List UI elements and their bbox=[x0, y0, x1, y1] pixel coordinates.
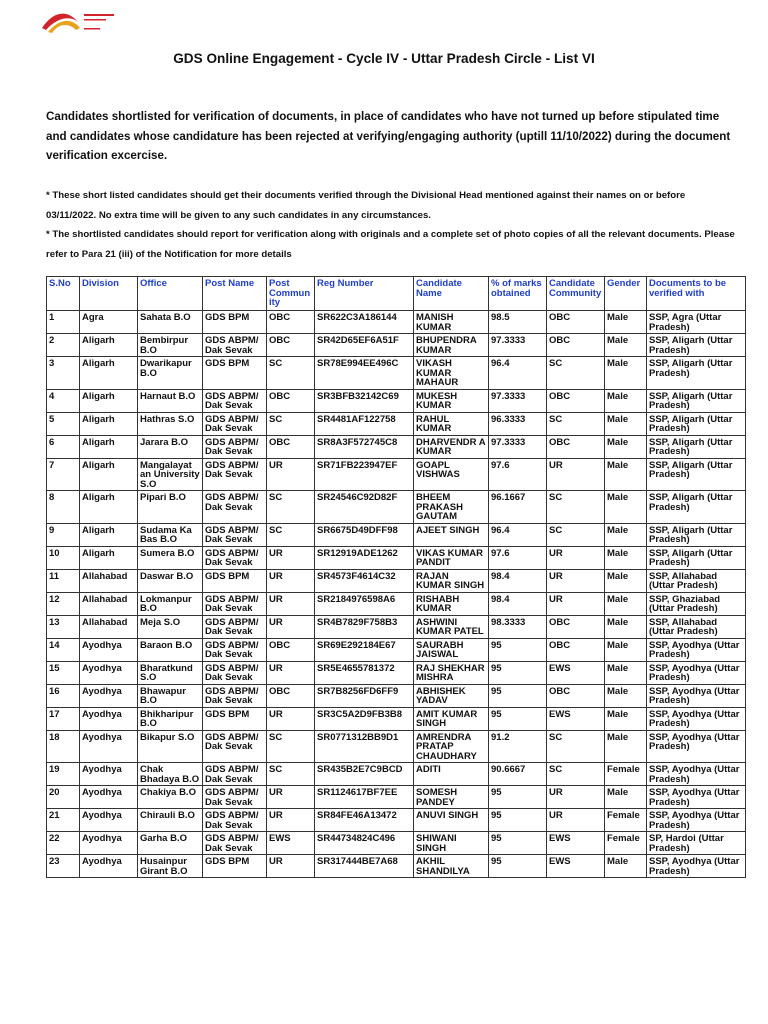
cell-reg-number: SR622C3A186144 bbox=[315, 311, 414, 334]
cell-post-name: GDS ABPM/ Dak Sevak bbox=[203, 491, 267, 524]
cell-office: Bharatkund S.O bbox=[138, 661, 203, 684]
cell-marks: 95 bbox=[489, 684, 547, 707]
cell-post-name: GDS BPM bbox=[203, 707, 267, 730]
header-candidate-community: Candidate Community bbox=[547, 277, 605, 311]
cell-documents: SSP, Agra (Uttar Pradesh) bbox=[647, 311, 746, 334]
table-row bbox=[47, 491, 746, 524]
cell-sno: 12 bbox=[47, 592, 80, 615]
cell-post-name: GDS ABPM/ Dak Sevak bbox=[203, 389, 267, 412]
cell-sno: 8 bbox=[47, 491, 80, 524]
cell-gender: Female bbox=[605, 809, 647, 832]
cell-marks: 95 bbox=[489, 855, 547, 878]
cell-sno: 1 bbox=[47, 311, 80, 334]
cell-gender: Male bbox=[605, 546, 647, 569]
cell-candidate-name: VIKAS KUMAR PANDIT bbox=[414, 546, 489, 569]
cell-sno: 10 bbox=[47, 546, 80, 569]
cell-post-name: GDS ABPM/ Dak Sevak bbox=[203, 458, 267, 491]
cell-marks: 91.2 bbox=[489, 730, 547, 763]
header-post-community: Post Community bbox=[267, 277, 315, 311]
cell-marks: 96.4 bbox=[489, 357, 547, 390]
cell-post-name: GDS BPM bbox=[203, 569, 267, 592]
cell-candidate-community: UR bbox=[547, 592, 605, 615]
cell-marks: 95 bbox=[489, 786, 547, 809]
cell-division: Ayodhya bbox=[80, 638, 138, 661]
cell-reg-number: SR24546C92D82F bbox=[315, 491, 414, 524]
cell-gender: Male bbox=[605, 435, 647, 458]
cell-candidate-community: OBC bbox=[547, 615, 605, 638]
cell-candidate-community: EWS bbox=[547, 661, 605, 684]
cell-post-name: GDS ABPM/ Dak Sevak bbox=[203, 832, 267, 855]
cell-reg-number: SR84FE46A13472 bbox=[315, 809, 414, 832]
cell-sno: 14 bbox=[47, 638, 80, 661]
cell-candidate-name: RAJAN KUMAR SINGH bbox=[414, 569, 489, 592]
cell-candidate-community: SC bbox=[547, 357, 605, 390]
table-row bbox=[47, 334, 746, 357]
cell-sno: 5 bbox=[47, 412, 80, 435]
cell-office: Sumera B.O bbox=[138, 546, 203, 569]
cell-reg-number: SR12919ADE1262 bbox=[315, 546, 414, 569]
cell-reg-number: SR7B8256FD6FF9 bbox=[315, 684, 414, 707]
cell-documents: SSP, Ghaziabad (Uttar Pradesh) bbox=[647, 592, 746, 615]
cell-candidate-community: OBC bbox=[547, 389, 605, 412]
table-row bbox=[47, 786, 746, 809]
cell-post-name: GDS ABPM/ Dak Sevak bbox=[203, 435, 267, 458]
cell-post-name: GDS BPM bbox=[203, 357, 267, 390]
cell-documents: SSP, Ayodhya (Uttar Pradesh) bbox=[647, 809, 746, 832]
cell-reg-number: SR44734824C496 bbox=[315, 832, 414, 855]
cell-post-community: OBC bbox=[267, 311, 315, 334]
table-row bbox=[47, 546, 746, 569]
cell-post-name: GDS ABPM/ Dak Sevak bbox=[203, 809, 267, 832]
cell-reg-number: SR6675D49DFF98 bbox=[315, 523, 414, 546]
cell-post-community: OBC bbox=[267, 435, 315, 458]
cell-candidate-name: AJEET SINGH bbox=[414, 523, 489, 546]
cell-office: Dwarikapur B.O bbox=[138, 357, 203, 390]
cell-sno: 15 bbox=[47, 661, 80, 684]
cell-documents: SSP, Allahabad (Uttar Pradesh) bbox=[647, 615, 746, 638]
table-row bbox=[47, 855, 746, 878]
cell-marks: 98.3333 bbox=[489, 615, 547, 638]
cell-office: Meja S.O bbox=[138, 615, 203, 638]
cell-reg-number: SR1124617BF7EE bbox=[315, 786, 414, 809]
cell-gender: Male bbox=[605, 786, 647, 809]
cell-post-community: SC bbox=[267, 357, 315, 390]
cell-candidate-name: AMIT KUMAR SINGH bbox=[414, 707, 489, 730]
cell-candidate-community: OBC bbox=[547, 684, 605, 707]
cell-gender: Male bbox=[605, 730, 647, 763]
table-row bbox=[47, 661, 746, 684]
cell-sno: 19 bbox=[47, 763, 80, 786]
cell-gender: Male bbox=[605, 334, 647, 357]
cell-candidate-community: UR bbox=[547, 786, 605, 809]
cell-post-name: GDS ABPM/ Dak Sevak bbox=[203, 546, 267, 569]
table-row bbox=[47, 707, 746, 730]
cell-reg-number: SR71FB223947EF bbox=[315, 458, 414, 491]
cell-division: Ayodhya bbox=[80, 832, 138, 855]
cell-marks: 98.5 bbox=[489, 311, 547, 334]
cell-documents: SSP, Aligarh (Uttar Pradesh) bbox=[647, 435, 746, 458]
table-row bbox=[47, 357, 746, 390]
note-documents: * The shortlisted candidates should report for verification along with originals and a complete set of photo copies of all the relevant documents. Please refer to Para 21 (iii) of the Notification for more details bbox=[46, 229, 735, 260]
table-row bbox=[47, 832, 746, 855]
cell-candidate-community: SC bbox=[547, 763, 605, 786]
cell-candidate-community: OBC bbox=[547, 435, 605, 458]
cell-reg-number: SR3BFB32142C69 bbox=[315, 389, 414, 412]
cell-office: Jarara B.O bbox=[138, 435, 203, 458]
cell-documents: SSP, Ayodhya (Uttar Pradesh) bbox=[647, 684, 746, 707]
cell-post-community: SC bbox=[267, 523, 315, 546]
cell-sno: 16 bbox=[47, 684, 80, 707]
cell-office: Lokmanpur B.O bbox=[138, 592, 203, 615]
cell-post-name: GDS BPM bbox=[203, 311, 267, 334]
cell-office: Bhikharipur B.O bbox=[138, 707, 203, 730]
cell-office: Baraon B.O bbox=[138, 638, 203, 661]
cell-post-name: GDS ABPM/ Dak Sevak bbox=[203, 523, 267, 546]
cell-gender: Male bbox=[605, 569, 647, 592]
cell-candidate-name: AKHIL SHANDILYA bbox=[414, 855, 489, 878]
cell-gender: Male bbox=[605, 389, 647, 412]
cell-candidate-name: ABHISHEK YADAV bbox=[414, 684, 489, 707]
table-row bbox=[47, 458, 746, 491]
cell-division: Allahabad bbox=[80, 615, 138, 638]
cell-candidate-name: RISHABH KUMAR bbox=[414, 592, 489, 615]
cell-reg-number: SR5E4655781372 bbox=[315, 661, 414, 684]
cell-office: Bembirpur B.O bbox=[138, 334, 203, 357]
cell-candidate-name: SAURABH JAISWAL bbox=[414, 638, 489, 661]
cell-office: Mangalayat an University S.O bbox=[138, 458, 203, 491]
cell-documents: SSP, Allahabad (Uttar Pradesh) bbox=[647, 569, 746, 592]
cell-sno: 17 bbox=[47, 707, 80, 730]
cell-documents: SP, Hardoi (Uttar Pradesh) bbox=[647, 832, 746, 855]
cell-candidate-community: UR bbox=[547, 569, 605, 592]
cell-gender: Male bbox=[605, 707, 647, 730]
cell-candidate-name: SOMESH PANDEY bbox=[414, 786, 489, 809]
cell-candidate-community: EWS bbox=[547, 832, 605, 855]
cell-gender: Female bbox=[605, 832, 647, 855]
cell-documents: SSP, Ayodhya (Uttar Pradesh) bbox=[647, 638, 746, 661]
table-row bbox=[47, 569, 746, 592]
cell-documents: SSP, Ayodhya (Uttar Pradesh) bbox=[647, 661, 746, 684]
cell-candidate-name: SHIWANI SINGH bbox=[414, 832, 489, 855]
cell-marks: 97.3333 bbox=[489, 389, 547, 412]
cell-office: Chakiya B.O bbox=[138, 786, 203, 809]
cell-division: Ayodhya bbox=[80, 661, 138, 684]
cell-reg-number: SR0771312BB9D1 bbox=[315, 730, 414, 763]
cell-division: Ayodhya bbox=[80, 809, 138, 832]
cell-gender: Male bbox=[605, 661, 647, 684]
cell-office: Bhawapur B.O bbox=[138, 684, 203, 707]
cell-marks: 98.4 bbox=[489, 569, 547, 592]
cell-gender: Male bbox=[605, 615, 647, 638]
cell-gender: Male bbox=[605, 357, 647, 390]
cell-marks: 95 bbox=[489, 661, 547, 684]
cell-division: Aligarh bbox=[80, 523, 138, 546]
cell-office: Harnaut B.O bbox=[138, 389, 203, 412]
cell-office: Sahata B.O bbox=[138, 311, 203, 334]
cell-post-name: GDS BPM bbox=[203, 855, 267, 878]
cell-post-community: SC bbox=[267, 491, 315, 524]
cell-gender: Female bbox=[605, 763, 647, 786]
cell-post-name: GDS ABPM/ Dak Sevak bbox=[203, 412, 267, 435]
table-row bbox=[47, 435, 746, 458]
cell-documents: SSP, Ayodhya (Uttar Pradesh) bbox=[647, 730, 746, 763]
cell-sno: 23 bbox=[47, 855, 80, 878]
cell-documents: SSP, Aligarh (Uttar Pradesh) bbox=[647, 491, 746, 524]
cell-documents: SSP, Ayodhya (Uttar Pradesh) bbox=[647, 763, 746, 786]
cell-sno: 9 bbox=[47, 523, 80, 546]
table-header-row bbox=[47, 277, 746, 311]
cell-reg-number: SR435B2E7C9BCD bbox=[315, 763, 414, 786]
cell-office: Daswar B.O bbox=[138, 569, 203, 592]
cell-post-name: GDS ABPM/ Dak Sevak bbox=[203, 661, 267, 684]
cell-marks: 97.3333 bbox=[489, 435, 547, 458]
cell-post-community: EWS bbox=[267, 832, 315, 855]
cell-gender: Male bbox=[605, 592, 647, 615]
header-marks: % of marks obtained bbox=[489, 277, 547, 311]
cell-office: Sudama Ka Bas B.O bbox=[138, 523, 203, 546]
cell-marks: 97.3333 bbox=[489, 334, 547, 357]
cell-sno: 18 bbox=[47, 730, 80, 763]
cell-candidate-community: SC bbox=[547, 523, 605, 546]
cell-division: Aligarh bbox=[80, 546, 138, 569]
cell-documents: SSP, Aligarh (Uttar Pradesh) bbox=[647, 546, 746, 569]
cell-marks: 95 bbox=[489, 638, 547, 661]
cell-division: Aligarh bbox=[80, 389, 138, 412]
cell-gender: Male bbox=[605, 855, 647, 878]
cell-reg-number: SR3C5A2D9FB3B8 bbox=[315, 707, 414, 730]
cell-reg-number: SR4B7829F758B3 bbox=[315, 615, 414, 638]
cell-reg-number: SR2184976598A6 bbox=[315, 592, 414, 615]
cell-gender: Male bbox=[605, 458, 647, 491]
cell-sno: 11 bbox=[47, 569, 80, 592]
cell-post-community: UR bbox=[267, 786, 315, 809]
cell-gender: Male bbox=[605, 638, 647, 661]
cell-candidate-name: MANISH KUMAR bbox=[414, 311, 489, 334]
cell-post-community: UR bbox=[267, 661, 315, 684]
cell-candidate-name: MUKESH KUMAR bbox=[414, 389, 489, 412]
cell-reg-number: SR8A3F572745C8 bbox=[315, 435, 414, 458]
cell-post-name: GDS ABPM/ Dak Sevak bbox=[203, 763, 267, 786]
cell-post-name: GDS ABPM/ Dak Sevak bbox=[203, 684, 267, 707]
cell-sno: 13 bbox=[47, 615, 80, 638]
candidate-table bbox=[46, 276, 746, 878]
cell-post-name: GDS ABPM/ Dak Sevak bbox=[203, 786, 267, 809]
cell-post-community: UR bbox=[267, 707, 315, 730]
cell-candidate-name: RAHUL KUMAR bbox=[414, 412, 489, 435]
cell-division: Aligarh bbox=[80, 357, 138, 390]
table-row bbox=[47, 615, 746, 638]
cell-marks: 98.4 bbox=[489, 592, 547, 615]
cell-candidate-community: UR bbox=[547, 546, 605, 569]
cell-post-community: UR bbox=[267, 546, 315, 569]
cell-office: Garha B.O bbox=[138, 832, 203, 855]
cell-documents: SSP, Aligarh (Uttar Pradesh) bbox=[647, 523, 746, 546]
cell-marks: 96.4 bbox=[489, 523, 547, 546]
header-post-name: Post Name bbox=[203, 277, 267, 311]
cell-post-community: UR bbox=[267, 855, 315, 878]
cell-candidate-community: UR bbox=[547, 809, 605, 832]
cell-gender: Male bbox=[605, 684, 647, 707]
table-row bbox=[47, 763, 746, 786]
cell-office: Chirauli B.O bbox=[138, 809, 203, 832]
cell-office: Pipari B.O bbox=[138, 491, 203, 524]
table-row bbox=[47, 523, 746, 546]
cell-reg-number: SR4573F4614C32 bbox=[315, 569, 414, 592]
cell-documents: SSP, Aligarh (Uttar Pradesh) bbox=[647, 357, 746, 390]
header-sno: S.No bbox=[47, 277, 80, 311]
cell-candidate-name: ANUVI SINGH bbox=[414, 809, 489, 832]
cell-candidate-name: RAJ SHEKHAR MISHRA bbox=[414, 661, 489, 684]
header-division: Division bbox=[80, 277, 138, 311]
cell-candidate-name: ASHWINI KUMAR PATEL bbox=[414, 615, 489, 638]
cell-reg-number: SR317444BE7A68 bbox=[315, 855, 414, 878]
cell-division: Aligarh bbox=[80, 435, 138, 458]
cell-marks: 95 bbox=[489, 809, 547, 832]
cell-post-name: GDS ABPM/ Dak Sevak bbox=[203, 592, 267, 615]
cell-division: Ayodhya bbox=[80, 855, 138, 878]
table-row bbox=[47, 592, 746, 615]
cell-post-name: GDS ABPM/ Dak Sevak bbox=[203, 730, 267, 763]
cell-post-name: GDS ABPM/ Dak Sevak bbox=[203, 334, 267, 357]
cell-sno: 3 bbox=[47, 357, 80, 390]
cell-division: Allahabad bbox=[80, 592, 138, 615]
cell-sno: 7 bbox=[47, 458, 80, 491]
table-row bbox=[47, 389, 746, 412]
intro-paragraph: Candidates shortlisted for verification of documents, in place of candidates who have not turned up before stipulated time and candidates whose candidature has been rejected at verifying/engaging authority (uptill 11/10/2022) during the document verification excercise. bbox=[46, 110, 731, 162]
cell-division: Ayodhya bbox=[80, 763, 138, 786]
cell-division: Ayodhya bbox=[80, 730, 138, 763]
cell-candidate-name: DHARVENDR A KUMAR bbox=[414, 435, 489, 458]
cell-candidate-community: SC bbox=[547, 412, 605, 435]
cell-post-community: UR bbox=[267, 569, 315, 592]
cell-division: Allahabad bbox=[80, 569, 138, 592]
cell-candidate-name: BHUPENDRA KUMAR bbox=[414, 334, 489, 357]
cell-marks: 96.1667 bbox=[489, 491, 547, 524]
cell-candidate-name: BHEEM PRAKASH GAUTAM bbox=[414, 491, 489, 524]
header-candidate-name: Candidate Name bbox=[414, 277, 489, 311]
cell-post-community: UR bbox=[267, 809, 315, 832]
cell-sno: 22 bbox=[47, 832, 80, 855]
cell-candidate-name: GOAPL VISHWAS bbox=[414, 458, 489, 491]
cell-post-name: GDS ABPM/ Dak Sevak bbox=[203, 638, 267, 661]
cell-candidate-community: EWS bbox=[547, 707, 605, 730]
india-post-logo bbox=[38, 6, 116, 36]
cell-division: Aligarh bbox=[80, 334, 138, 357]
cell-post-community: OBC bbox=[267, 334, 315, 357]
cell-division: Aligarh bbox=[80, 458, 138, 491]
table-row bbox=[47, 638, 746, 661]
cell-reg-number: SR4481AF122758 bbox=[315, 412, 414, 435]
cell-reg-number: SR69E292184E67 bbox=[315, 638, 414, 661]
cell-post-community: UR bbox=[267, 615, 315, 638]
cell-candidate-name: ADITI bbox=[414, 763, 489, 786]
cell-post-community: UR bbox=[267, 458, 315, 491]
note-deadline: * These short listed candidates should get their documents verified through the Divisional Head mentioned against their names on or before 03/11/2022. No extra time will be given to any such candidates in any circumstances. bbox=[46, 190, 686, 221]
cell-gender: Male bbox=[605, 311, 647, 334]
cell-post-community: SC bbox=[267, 730, 315, 763]
page-title: GDS Online Engagement - Cycle IV - Uttar Pradesh Circle - List VI bbox=[173, 51, 595, 66]
table-row bbox=[47, 412, 746, 435]
table-row bbox=[47, 809, 746, 832]
header-reg-number: Reg Number bbox=[315, 277, 414, 311]
cell-candidate-community: EWS bbox=[547, 855, 605, 878]
table-row bbox=[47, 311, 746, 334]
cell-office: Hathras S.O bbox=[138, 412, 203, 435]
cell-sno: 6 bbox=[47, 435, 80, 458]
cell-post-community: SC bbox=[267, 412, 315, 435]
cell-sno: 21 bbox=[47, 809, 80, 832]
cell-candidate-community: OBC bbox=[547, 311, 605, 334]
cell-marks: 96.3333 bbox=[489, 412, 547, 435]
cell-sno: 20 bbox=[47, 786, 80, 809]
header-office: Office bbox=[138, 277, 203, 311]
cell-gender: Male bbox=[605, 523, 647, 546]
cell-documents: SSP, Aligarh (Uttar Pradesh) bbox=[647, 334, 746, 357]
cell-gender: Male bbox=[605, 491, 647, 524]
cell-reg-number: SR78E994EE496C bbox=[315, 357, 414, 390]
cell-marks: 90.6667 bbox=[489, 763, 547, 786]
cell-candidate-community: SC bbox=[547, 491, 605, 524]
cell-marks: 97.6 bbox=[489, 546, 547, 569]
cell-reg-number: SR42D65EF6A51F bbox=[315, 334, 414, 357]
cell-division: Aligarh bbox=[80, 491, 138, 524]
cell-candidate-community: OBC bbox=[547, 638, 605, 661]
cell-sno: 4 bbox=[47, 389, 80, 412]
cell-division: Ayodhya bbox=[80, 707, 138, 730]
cell-division: Ayodhya bbox=[80, 786, 138, 809]
cell-marks: 95 bbox=[489, 707, 547, 730]
cell-division: Aligarh bbox=[80, 412, 138, 435]
cell-post-community: OBC bbox=[267, 389, 315, 412]
cell-candidate-community: SC bbox=[547, 730, 605, 763]
cell-post-community: UR bbox=[267, 592, 315, 615]
cell-candidate-name: AMRENDRA PRATAP CHAUDHARY bbox=[414, 730, 489, 763]
cell-division: Agra bbox=[80, 311, 138, 334]
cell-documents: SSP, Aligarh (Uttar Pradesh) bbox=[647, 458, 746, 491]
cell-marks: 95 bbox=[489, 832, 547, 855]
cell-office: Chak Bhadaya B.O bbox=[138, 763, 203, 786]
cell-documents: SSP, Ayodhya (Uttar Pradesh) bbox=[647, 855, 746, 878]
table-row bbox=[47, 684, 746, 707]
cell-candidate-community: OBC bbox=[547, 334, 605, 357]
cell-documents: SSP, Ayodhya (Uttar Pradesh) bbox=[647, 707, 746, 730]
cell-post-community: OBC bbox=[267, 638, 315, 661]
header-gender: Gender bbox=[605, 277, 647, 311]
cell-division: Ayodhya bbox=[80, 684, 138, 707]
cell-documents: SSP, Aligarh (Uttar Pradesh) bbox=[647, 412, 746, 435]
cell-office: Husainpur Girant B.O bbox=[138, 855, 203, 878]
table-row bbox=[47, 730, 746, 763]
cell-candidate-name: VIKASH KUMAR MAHAUR bbox=[414, 357, 489, 390]
cell-post-name: GDS ABPM/ Dak Sevak bbox=[203, 615, 267, 638]
cell-marks: 97.6 bbox=[489, 458, 547, 491]
cell-office: Bikapur S.O bbox=[138, 730, 203, 763]
cell-post-community: OBC bbox=[267, 684, 315, 707]
cell-candidate-community: UR bbox=[547, 458, 605, 491]
header-documents: Documents to be verified with bbox=[647, 277, 746, 311]
cell-documents: SSP, Ayodhya (Uttar Pradesh) bbox=[647, 786, 746, 809]
cell-gender: Male bbox=[605, 412, 647, 435]
cell-sno: 2 bbox=[47, 334, 80, 357]
cell-documents: SSP, Aligarh (Uttar Pradesh) bbox=[647, 389, 746, 412]
cell-post-community: SC bbox=[267, 763, 315, 786]
